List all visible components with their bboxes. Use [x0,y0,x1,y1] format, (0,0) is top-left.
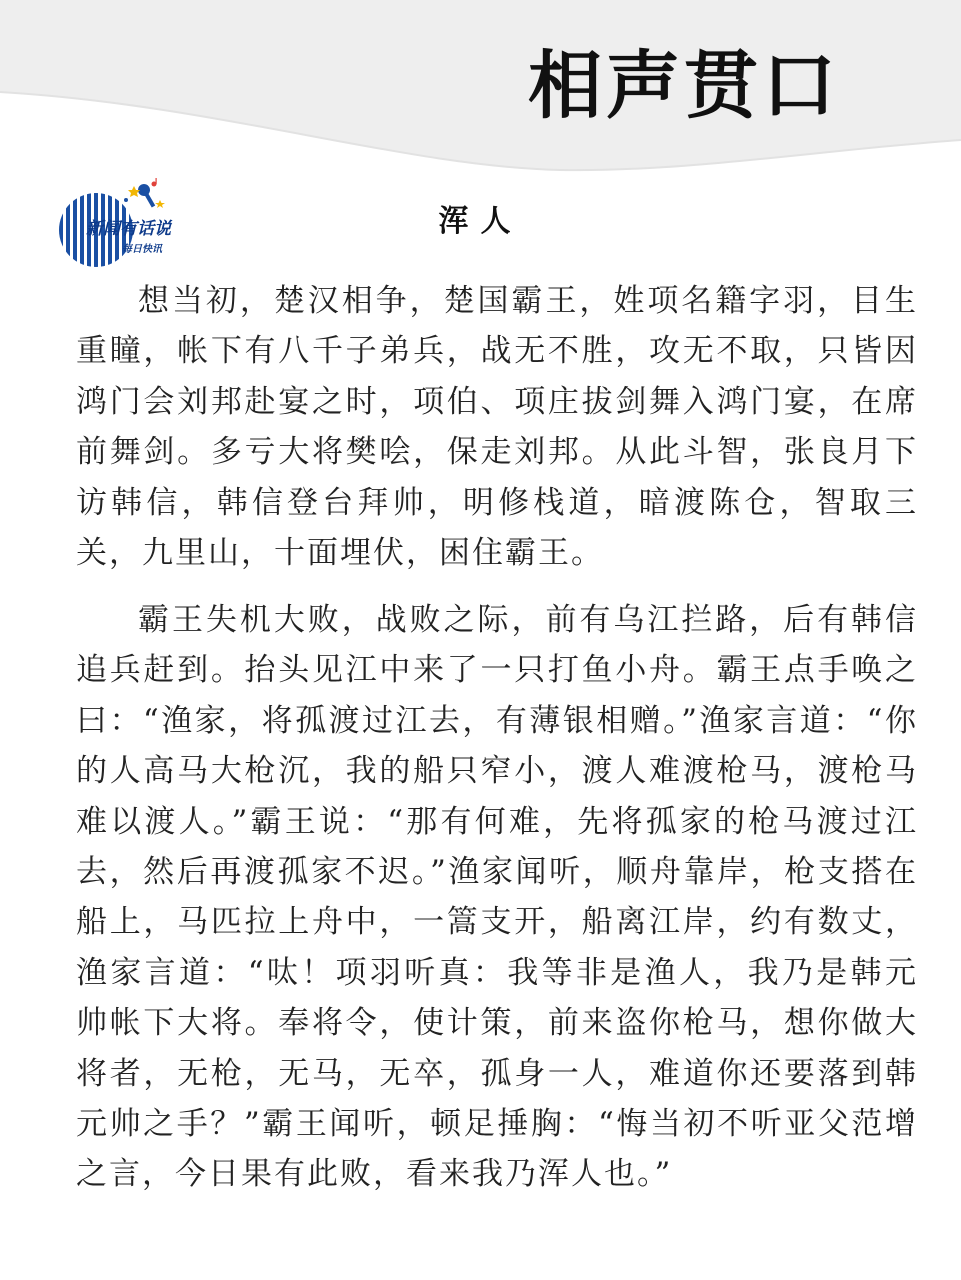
logo-subtitle: 每日快讯 [122,244,162,255]
banner-title: 相声贯口 [528,43,840,129]
logo-name: 新闻有话说 [86,219,171,239]
article-title: 浑人 [438,204,523,239]
paragraph: 想当初，楚汉相争，楚国霸王，姓项名籍字羽，目生重瞳，帐下有八千子弟兵，战无不胜，攻无不取，只皆因鸿门会刘邦赴宴之时，项伯、项庄拔剑舞入鸿门宴，在席前舞剑。多亏大将樊哙，保走刘邦。从此斗智，张良月下访韩信，韩信登台拜帅，明修栈道，暗渡陈仓，智取三关，九里山，十面埋伏，困住霸王。 [76,283,918,572]
paragraph: 霸王失机大败，战败之际，前有乌江拦路，后有韩信追兵赶到。抬头见江中来了一只打鱼小舟。霸王点手唤之曰：“渔家，将孤渡过江去，有薄银相赠。”渔家言道：“你的人高马大枪沉，我的船只窄小，渡人难渡枪马，渡枪马难以渡人。”霸王说：“那有何难，先将孤家的枪马渡过江去，然后再渡孤家不迟。”渔家闻听，顺舟靠岸，枪支搭在船上，马匹拉上舟中，一篙支开，船离江岸，约有数丈，渔家言道：“呔！项羽听真：我等非是渔人，我乃是韩元帅帐下大将。奉将令，使计策，前来盗你枪马，想你做大将者，无枪，无马，无卒，孤身一人，难道你还要落到韩元帅之手？”霸王闻听，顿足捶胸：“悔当初不听亚父范增之言，今日果有此败，看来我乃浑人也。” [76,602,918,1193]
